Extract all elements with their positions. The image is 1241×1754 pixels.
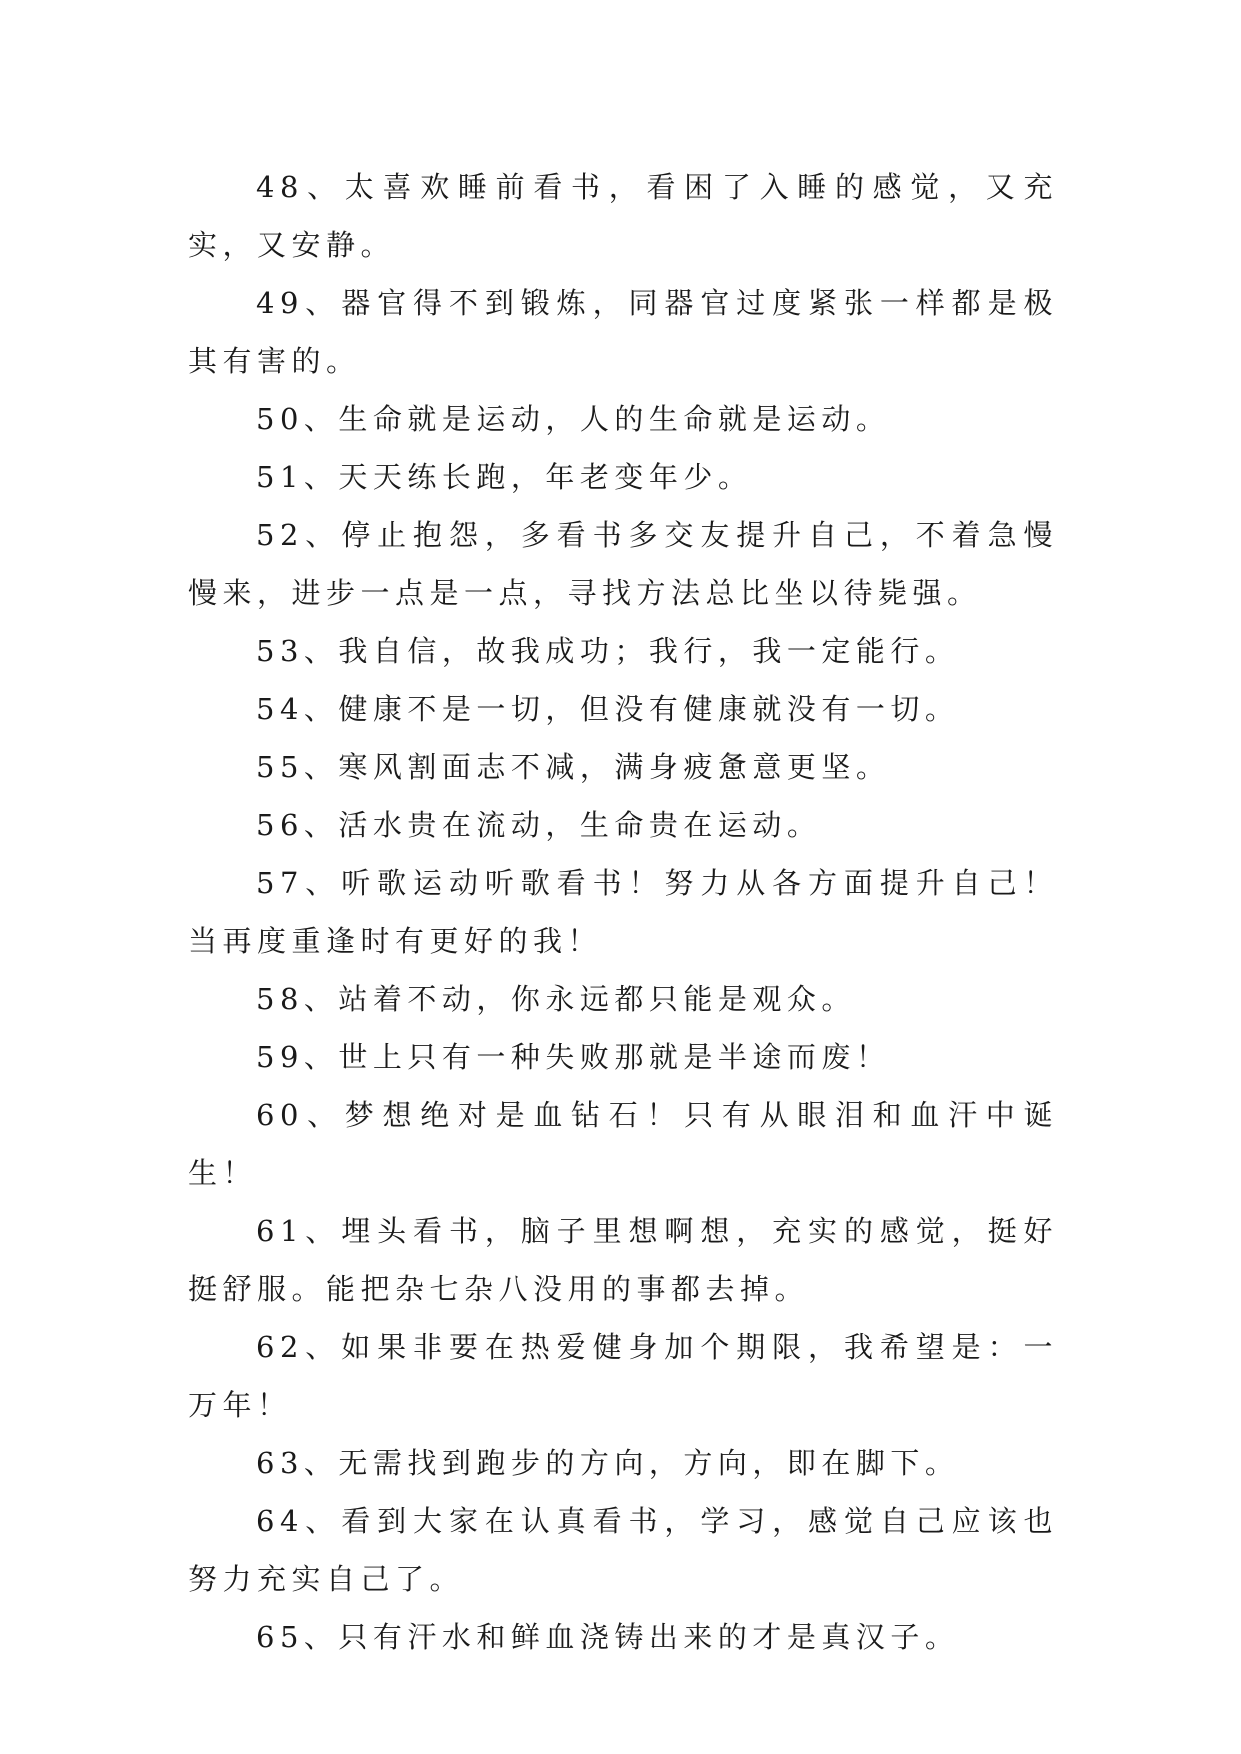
quote-paragraph-48: 48、太喜欢睡前看书，看困了入睡的感觉，又充实，又安静。 [188,170,1058,262]
quote-paragraph-59: 59、世上只有一种失败那就是半途而废！ [256,1040,891,1074]
quote-paragraph-62: 62、如果非要在热爱健身加个期限，我希望是：一万年！ [188,1330,1058,1422]
quote-paragraph-51: 51、天天练长跑，年老变年少。 [256,460,753,494]
quote-paragraph-65: 65、只有汗水和鲜血浇铸出来的才是真汉子。 [256,1620,960,1654]
quote-paragraph-52: 52、停止抱怨，多看书多交友提升自己，不着急慢慢来，进步一点是一点，寻找方法总比坐以待毙强。 [188,518,1058,610]
quote-paragraph-53: 53、我自信，故我成功；我行，我一定能行。 [256,634,960,668]
quote-paragraph-63: 63、无需找到跑步的方向，方向，即在脚下。 [256,1446,960,1480]
quote-paragraph-61: 61、埋头看书，脑子里想啊想，充实的感觉，挺好挺舒服。能把杂七杂八没用的事都去掉。 [188,1214,1058,1306]
quote-paragraph-49: 49、器官得不到锻炼，同器官过度紧张一样都是极其有害的。 [188,286,1058,378]
quote-paragraph-50: 50、生命就是运动，人的生命就是运动。 [256,402,891,436]
quote-paragraph-55: 55、寒风割面志不减，满身疲惫意更坚。 [256,750,891,784]
quote-paragraph-60: 60、梦想绝对是血钻石！只有从眼泪和血汗中诞生！ [188,1098,1058,1190]
document-page [188,158,1058,1666]
quote-paragraph-64: 64、看到大家在认真看书，学习，感觉自己应该也努力充实自己了。 [188,1504,1058,1596]
quote-paragraph-54: 54、健康不是一切，但没有健康就没有一切。 [256,692,960,726]
quote-paragraph-58: 58、站着不动，你永远都只能是观众。 [256,982,856,1016]
quote-paragraph-56: 56、活水贵在流动，生命贵在运动。 [256,808,822,842]
quote-paragraph-57: 57、听歌运动听歌看书！努力从各方面提升自己！当再度重逢时有更好的我！ [188,866,1058,958]
